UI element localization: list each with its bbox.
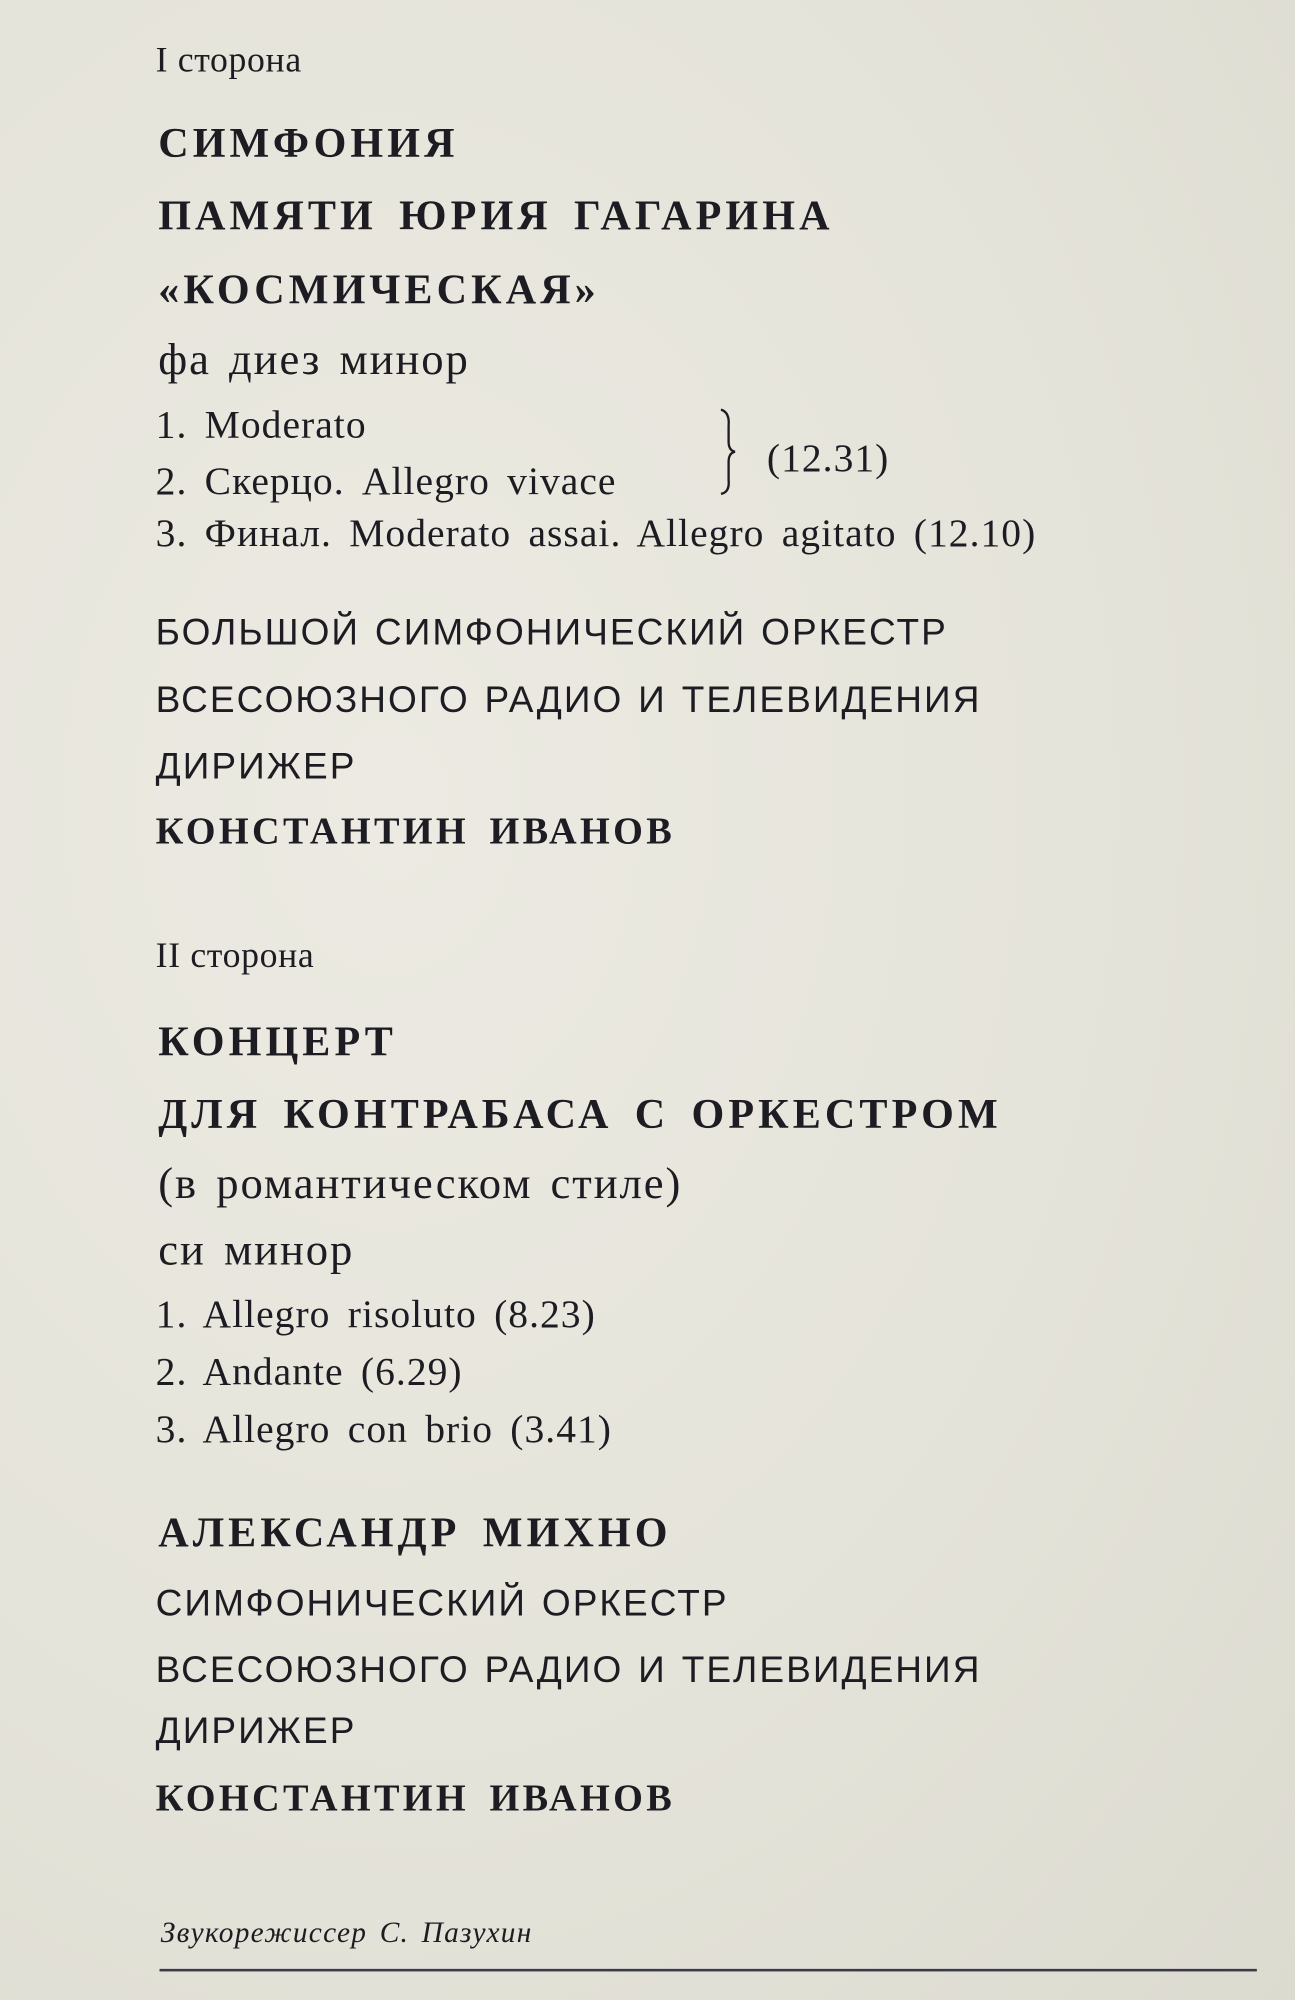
side1-title-line: СИМФОНИЯ (158, 121, 459, 168)
footer-divider (160, 1969, 1257, 1972)
side1-conductor: КОНСТАНТИН ИВАНОВ (155, 810, 676, 853)
movements-1-2-duration: (12.31) (766, 435, 890, 480)
side2-subtitle: (в романтическом стиле) (158, 1158, 683, 1209)
side2-title-line: КОНЦЕРТ (158, 1019, 397, 1066)
side2-performer: СИМФОНИЧЕСКИЙ ОРКЕСТР (155, 1583, 729, 1625)
side2-conductor: КОНСТАНТИН ИВАНОВ (155, 1777, 676, 1820)
side1-title-line: ПАМЯТИ ЮРИЯ ГАГАРИНА (158, 193, 834, 240)
side2-label: II сторона (155, 936, 315, 977)
side2-movement: 1. Allegro risoluto (8.23) (155, 1291, 596, 1336)
side1-movement: 3. Финал. Moderato assai. Allegro agitato (12.10) (155, 510, 1037, 556)
side1-movement: 2. Скерцо. Allegro vivace (155, 458, 617, 503)
side2-movement: 3. Allegro con brio (3.41) (155, 1406, 613, 1451)
side2-performer: ДИРИЖЕР (155, 1711, 357, 1752)
side2-title-line: ДЛЯ КОНТРАБАСА С ОРКЕСТРОМ (158, 1092, 1002, 1139)
side1-label: I сторона (155, 40, 302, 81)
side2-soloist: АЛЕКСАНДР МИХНО (158, 1510, 672, 1557)
side2-key: си минор (158, 1224, 355, 1275)
side1-performer: БОЛЬШОЙ СИМФОНИЧЕСКИЙ ОРКЕСТР (155, 612, 948, 654)
sound-engineer-credit: Звукорежиссер С. Пазухин (160, 1916, 533, 1949)
side2-movement: 2. Andante (6.29) (155, 1348, 463, 1394)
side1-key: фа диез минор (158, 334, 470, 385)
side1-performer: ВСЕСОЮЗНОГО РАДИО И ТЕЛЕВИДЕНИЯ (155, 680, 982, 721)
side1-performer: ДИРИЖЕР (155, 746, 357, 788)
side2-performer: ВСЕСОЮЗНОГО РАДИО И ТЕЛЕВИДЕНИЯ (155, 1649, 982, 1691)
side1-title-line: «КОСМИЧЕСКАЯ» (158, 267, 600, 314)
brace-icon (718, 408, 736, 495)
side1-movement: 1. Moderato (155, 401, 367, 447)
